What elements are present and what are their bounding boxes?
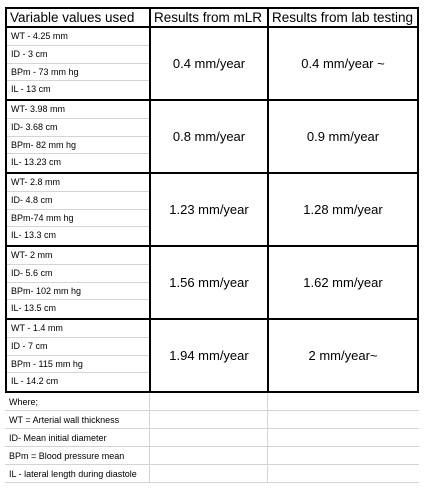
lab-result: 0.9 mm/year — [267, 101, 419, 172]
note-lateral-length: IL - lateral length during diastole — [9, 469, 137, 479]
variable-values-cell — [5, 320, 149, 391]
mlr-result: 1.56 mm/year — [149, 247, 267, 318]
empty-cell — [267, 429, 419, 446]
variable-blood-pressure: BPm-74 mm hg — [7, 210, 149, 228]
variable-wall-thickness: WT- 3.98 mm — [7, 101, 149, 119]
mlr-result: 1.23 mm/year — [149, 174, 267, 245]
empty-cell — [149, 447, 267, 464]
variable-wall-thickness: WT- 2.8 mm — [7, 174, 149, 192]
variable-blood-pressure: BPm - 73 mm hg — [7, 64, 149, 82]
variable-initial-diameter: ID - 7 cm — [7, 338, 149, 356]
variable-lateral-length: IL - 14.2 cm — [11, 376, 59, 387]
lab-result: 0.4 mm/year ~ — [267, 28, 419, 99]
variable-initial-diameter: ID- 3.68 cm — [7, 119, 149, 137]
variable-wall-thickness: WT - 4.25 mm — [7, 28, 149, 46]
variable-lateral-length: IL- 13.3 cm — [11, 230, 57, 241]
note-row — [5, 465, 419, 483]
variable-wall-thickness: WT - 1.4 mm — [7, 320, 149, 338]
variable-lateral-length: IL- 13.23 cm — [11, 157, 62, 168]
note-where: Where; — [9, 397, 39, 407]
note-blood-pressure: BPm = Blood pressure mean — [9, 451, 125, 461]
variable-initial-diameter: ID- 5.6 cm — [7, 265, 149, 283]
mlr-result: 0.4 mm/year — [149, 28, 267, 99]
variable-wall-thickness: WT- 2 mm — [7, 247, 149, 265]
empty-cell — [267, 411, 419, 428]
variable-lateral-length: IL - 13 cm — [11, 84, 51, 95]
empty-cell — [149, 411, 267, 428]
variable-initial-diameter: ID- 4.8 cm — [7, 192, 149, 210]
mlr-result: 0.8 mm/year — [149, 101, 267, 172]
lab-result: 1.62 mm/year — [267, 247, 419, 318]
table-row — [5, 320, 419, 393]
mlr-result: 1.94 mm/year — [149, 320, 267, 391]
note-row — [5, 411, 419, 429]
header-variable-values: Variable values used — [5, 7, 149, 28]
variable-values-cell — [5, 247, 149, 318]
lab-result: 1.28 mm/year — [267, 174, 419, 245]
variable-blood-pressure: BPm- 102 mm hg — [7, 283, 149, 301]
note-row — [5, 429, 419, 447]
header-row — [5, 7, 419, 28]
table-row — [5, 247, 419, 320]
empty-cell — [267, 465, 419, 482]
variable-values-cell — [5, 28, 149, 99]
results-table — [5, 7, 419, 483]
variable-values-cell — [5, 174, 149, 245]
table-row — [5, 28, 419, 101]
table-row — [5, 101, 419, 174]
note-row — [5, 393, 419, 411]
variable-lateral-length: IL- 13.5 cm — [11, 303, 57, 314]
variable-values-cell — [5, 101, 149, 172]
variable-initial-diameter: ID - 3 cm — [7, 46, 149, 64]
lab-result: 2 mm/year~ — [267, 320, 419, 391]
empty-cell — [149, 429, 267, 446]
note-initial-diameter: ID- Mean initial diameter — [9, 433, 107, 443]
variable-blood-pressure: BPm- 82 mm hg — [7, 137, 149, 155]
empty-cell — [149, 465, 267, 482]
header-results-mlr: Results from mLR — [149, 7, 267, 28]
header-results-lab: Results from lab testing — [267, 7, 419, 28]
empty-cell — [267, 393, 419, 410]
table-row — [5, 174, 419, 247]
empty-cell — [267, 447, 419, 464]
note-wall-thickness: WT = Arterial wall thickness — [9, 415, 120, 425]
note-row — [5, 447, 419, 465]
variable-blood-pressure: BPm - 115 mm hg — [7, 356, 149, 374]
empty-cell — [149, 393, 267, 410]
